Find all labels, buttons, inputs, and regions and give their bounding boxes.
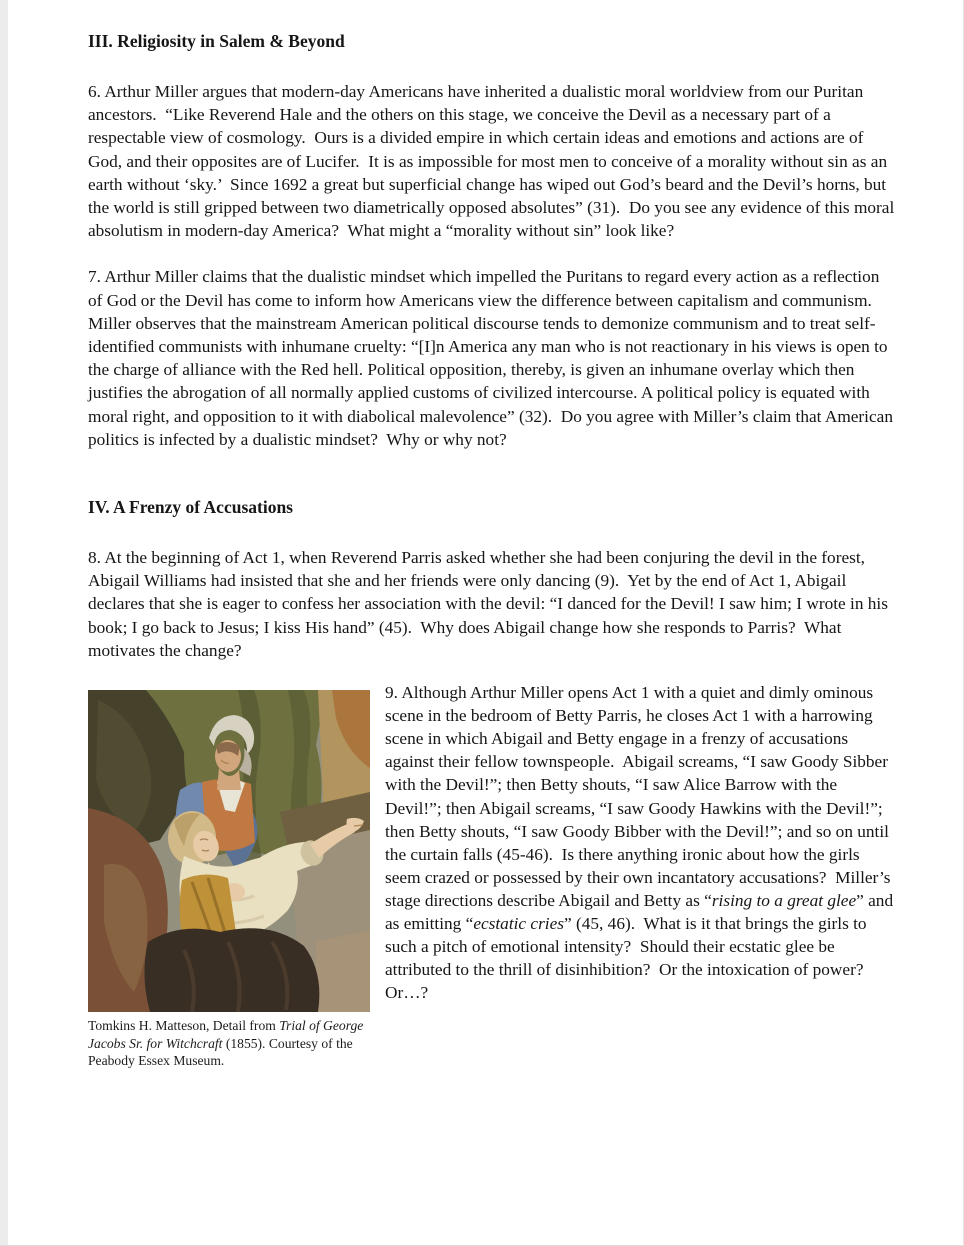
section-heading-iii: III. Religiosity in Salem & Beyond <box>88 31 345 51</box>
question-9: 9. Although Arthur Miller opens Act 1 with a quiet and dimly ominous scene in the bedroom of Betty Parris, he closes Act 1 with a harrowing scene in which Abigail and Betty engage in a frenzy of accusations against their fellow townspeople. Abigail screams, “I saw Goody Sibber with the Devil!”; then Betty shouts, “I saw Alice Barrow with the Devil!”; then Abigail screams, “I saw Goody Hawkins with the Devil!”; then Betty shouts, “I saw Goody Bibber with the Devil!”; and so on until the curtain falls (45-46). Is there anything ironic about how the girls seem crazed or possessed by their own incantatory accusations? Miller’s stage directions describe Abigail and Betty as “rising to a great glee” and as emitting “ecstatic cries” (45, 46). What is it that brings the girls to such a pitch of emotional intensity? Should their ecstatic glee be attributed to the thrill of disinhibition? Or the intoxication of power? Or…? <box>385 683 898 1003</box>
figure-and-question-9-row <box>88 681 896 1083</box>
question-9-column <box>385 681 896 1004</box>
painting-trial-of-george-jacobs-detail <box>88 690 370 1012</box>
question-7: 7. Arthur Miller claims that the dualistic mindset which impelled the Puritans to regard every action as a reflection of God or the Devil has come to inform how Americans view the difference between capitalism and communism. Miller observes that the mainstream American political discourse tends to demonize communism and to treat self-identified communists with inhumane cruelty: “[I]n America any man who is not reactionary in his views is open to the charge of alliance with the Red hell. Political opposition, thereby, is given an inhumane overlay which then justifies the abrogation of all normally applied customs of civilized intercourse. A political policy is equated with moral right, and opposition to it with diabolical malevolence” (32). Do you agree with Miller’s claim that American politics is infected by a dualistic mindset? Why or why not? <box>88 267 898 449</box>
section-heading-iv: IV. A Frenzy of Accusations <box>88 497 293 518</box>
page-edge-shadow <box>0 0 8 1245</box>
question-6: 6. Arthur Miller argues that modern-day Americans have inherited a dualistic moral worldview from our Puritan ancestors. “Like Reverend Hale and the others on this stage, we conceive the Devil as a necessary part of a respectable view of cosmology. Ours is a divided empire in which certain ideas and emotions and actions are of God, and their opposites are of Lucifer. It is as impossible for most men to conceive of a morality without sin as an earth without ‘sky.’ Since 1692 a great but superficial change has wiped out God’s beard and the Devil’s horns, but the world is still gripped between two diametrically opposed absolutes” (31). Do you see any evidence of this moral absolutism in modern-day America? What might a “morality without sin” look like? <box>88 82 899 241</box>
page-content <box>88 30 899 1083</box>
figure-column <box>88 681 370 1083</box>
figure-caption: Tomkins H. Matteson, Detail from Trial of George Jacobs Sr. for Witchcraft (1855). Courtesy of the Peabody Essex Museum. <box>88 1018 367 1069</box>
painting-warm-floor <box>316 930 370 1012</box>
girl-dark-skirt <box>144 928 319 1012</box>
question-8: 8. At the beginning of Act 1, when Reverend Parris asked whether she had been conjuring the devil in the forest, Abigail Williams had insisted that she and her friends were only dancing (9). Yet by the end of Act 1, Abigail declares that she is eager to confess her association with the devil: “I danced for the Devil! I saw him; I wrote in his book; I go back to Jesus; I kiss His hand” (45). Why does Abigail change how she responds to Parris? What motivates the change? <box>88 548 893 660</box>
